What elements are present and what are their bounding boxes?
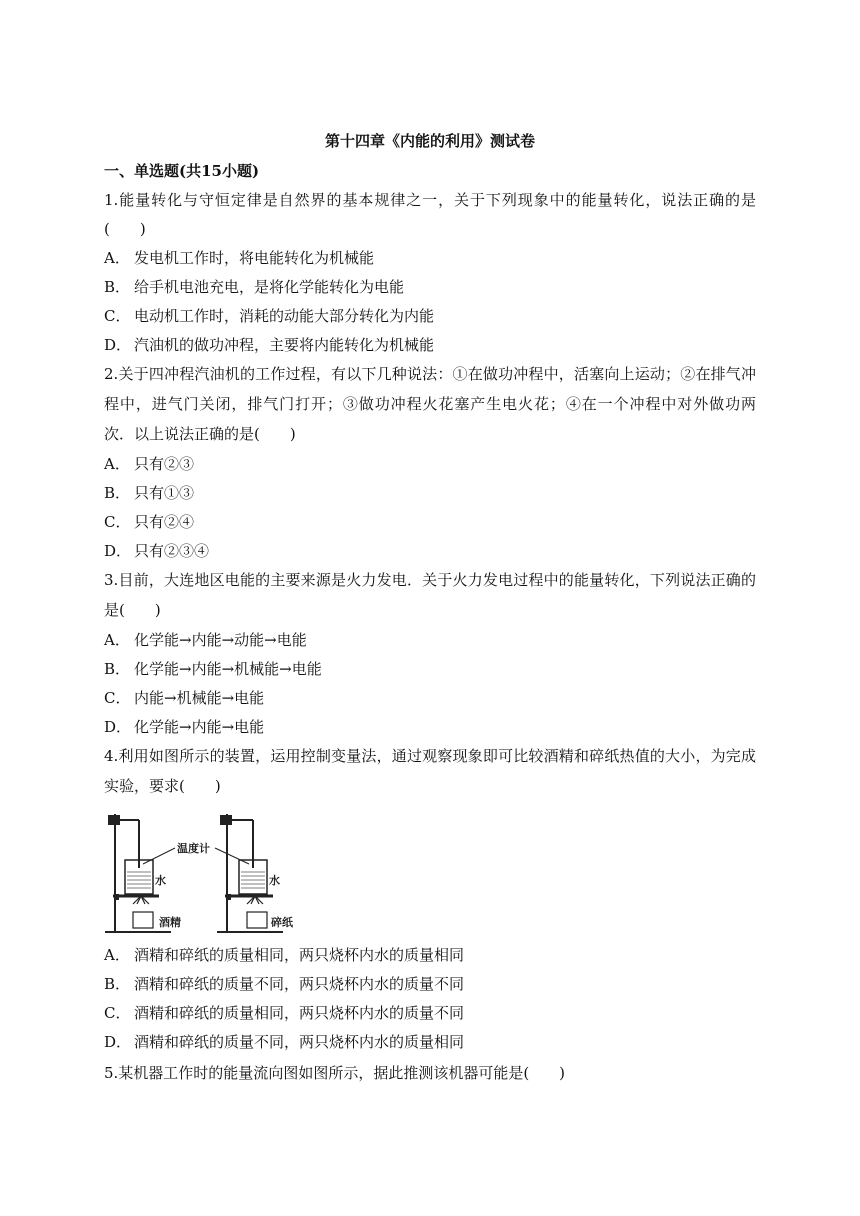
option-label: D． xyxy=(104,542,132,560)
option-label: B． xyxy=(104,278,131,296)
option-text: 只有②③ xyxy=(134,455,195,473)
q1-option-c[interactable] xyxy=(104,306,434,326)
option-text: 化学能→内能→机械能→电能 xyxy=(134,660,322,678)
option-text: 化学能→内能→动能→电能 xyxy=(134,631,307,649)
q1-option-a[interactable] xyxy=(104,248,374,268)
option-text: 只有②④ xyxy=(134,513,195,531)
q4-option-b[interactable] xyxy=(104,974,464,994)
water-label-left: 水 xyxy=(155,874,166,887)
water-label-right: 水 xyxy=(269,874,280,887)
q2-line-1: 2.关于四冲程汽油机的工作过程，有以下几种说法：①在做功冲程中，活塞向上运动；②在排气冲 xyxy=(104,365,756,383)
fuel-label-alcohol: 酒精 xyxy=(159,916,181,929)
option-text: 给手机电池充电，是将化学能转化为电能 xyxy=(134,278,405,296)
q3-option-b[interactable] xyxy=(104,659,322,679)
q3-line-1: 3.目前，大连地区电能的主要来源是火力发电．关于火力发电过程中的能量转化，下列说法正确的 xyxy=(104,571,756,589)
q5-line-1: 5.某机器工作时的能量流向图如图所示，据此推测该机器可能是( ) xyxy=(104,1064,566,1082)
q4-option-a[interactable] xyxy=(104,945,464,965)
option-text: 化学能→内能→电能 xyxy=(134,718,265,736)
page-title: 第十四章《内能的利用》测试卷 xyxy=(324,132,535,150)
q4-option-d[interactable] xyxy=(104,1032,464,1052)
q3-line-2: 是( ) xyxy=(104,601,161,619)
option-label: B． xyxy=(104,484,131,502)
q2-option-d[interactable] xyxy=(104,541,209,561)
option-label: D． xyxy=(104,718,132,736)
option-text: 酒精和碎纸的质量不同，两只烧杯内水的质量不同 xyxy=(134,975,465,993)
option-label: C． xyxy=(104,307,131,325)
option-label: A． xyxy=(104,946,130,964)
q2-line-3: 次．以上说法正确的是( ) xyxy=(104,425,296,443)
q4-option-c[interactable] xyxy=(104,1003,464,1023)
q3-option-c[interactable] xyxy=(104,688,264,708)
option-text: 电动机工作时，消耗的动能大部分转化为内能 xyxy=(134,307,435,325)
heat-value-apparatus-figure xyxy=(103,808,303,938)
option-label: A． xyxy=(104,249,130,267)
thermometer-label: 温度计 xyxy=(177,842,210,855)
q1-option-d[interactable] xyxy=(104,335,434,355)
option-text: 只有②③④ xyxy=(134,542,210,560)
q4-line-1: 4.利用如图所示的装置，运用控制变量法，通过观察现象即可比较酒精和碎纸热值的大小，为完成 xyxy=(104,747,756,765)
option-label: C． xyxy=(104,1004,131,1022)
q2-option-c[interactable] xyxy=(104,512,194,532)
apparatus-svg xyxy=(103,808,303,938)
q1-line-2: ( ) xyxy=(104,220,146,238)
option-label: A． xyxy=(104,631,130,649)
option-label: C． xyxy=(104,689,131,707)
q3-option-d[interactable] xyxy=(104,717,264,737)
q1-option-b[interactable] xyxy=(104,277,404,297)
q2-line-2: 程中，进气门关闭，排气门打开；③做功冲程火花塞产生电火花；④在一个冲程中对外做功两 xyxy=(104,395,756,413)
q2-option-b[interactable] xyxy=(104,483,194,503)
q4-line-2: 实验，要求( ) xyxy=(104,777,221,795)
option-label: B． xyxy=(104,975,131,993)
option-text: 酒精和碎纸的质量相同，两只烧杯内水的质量相同 xyxy=(134,946,465,964)
option-label: D． xyxy=(104,1033,132,1051)
section-heading: 一、单选题(共15小题) xyxy=(104,162,260,180)
option-text: 只有①③ xyxy=(134,484,195,502)
option-text: 汽油机的做功冲程，主要将内能转化为机械能 xyxy=(134,336,435,354)
option-label: C． xyxy=(104,513,131,531)
option-label: D． xyxy=(104,336,132,354)
option-text: 酒精和碎纸的质量不同，两只烧杯内水的质量相同 xyxy=(134,1033,465,1051)
option-text: 酒精和碎纸的质量相同，两只烧杯内水的质量不同 xyxy=(134,1004,465,1022)
option-label: B． xyxy=(104,660,131,678)
option-text: 发电机工作时，将电能转化为机械能 xyxy=(134,249,375,267)
q1-line-1: 1.能量转化与守恒定律是自然界的基本规律之一，关于下列现象中的能量转化，说法正确的是 xyxy=(104,191,756,209)
fuel-label-paper: 碎纸 xyxy=(271,916,293,929)
option-label: A． xyxy=(104,455,130,473)
q3-option-a[interactable] xyxy=(104,630,307,650)
q2-option-a[interactable] xyxy=(104,454,194,474)
option-text: 内能→机械能→电能 xyxy=(134,689,265,707)
